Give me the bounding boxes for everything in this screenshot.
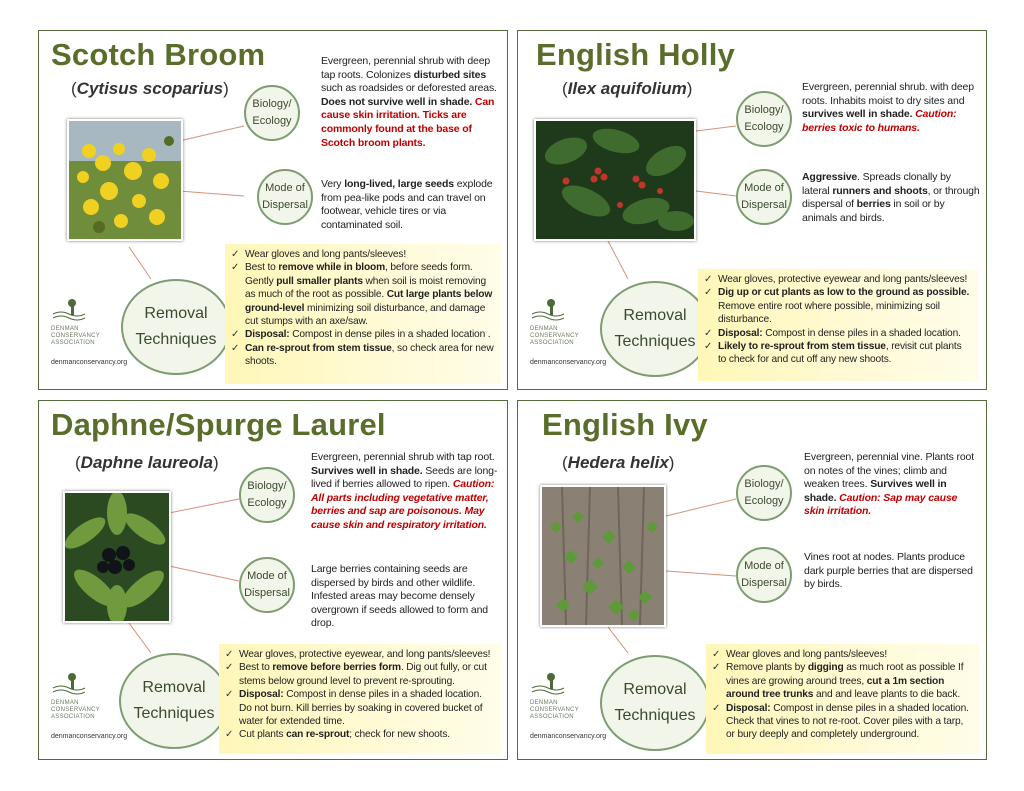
text-run: runners and shoots bbox=[832, 184, 928, 197]
removal-list bbox=[219, 644, 501, 754]
text-run: Can re-sprout from stem tissue bbox=[245, 342, 392, 354]
card-english-ivy bbox=[517, 400, 987, 760]
text-run: Best to bbox=[245, 262, 279, 274]
text-run: Caution: Sap may cause skin irritation. bbox=[804, 491, 958, 518]
text-run: Aggressive bbox=[802, 171, 858, 183]
tree-logo-icon bbox=[530, 299, 588, 321]
text-run: Disposal: bbox=[718, 327, 763, 339]
checkmark-icon: ✓ bbox=[712, 649, 721, 660]
removal-item bbox=[231, 342, 495, 369]
card-title: Daphne/Spurge Laurel bbox=[51, 407, 386, 442]
dispersal-text bbox=[804, 551, 980, 592]
text-run: Compost in dense piles in a shaded location. Check that vines to not re-root. Cover piles with a tarp, or bury deeply and completely underground. bbox=[726, 702, 969, 741]
biology-ecology-badge: Biology/ Ecology bbox=[736, 91, 792, 147]
text-run: Compost in dense piles in a shaded location. Do not burn. Kill berries by soaking in covered bucket of water for extended time. bbox=[239, 689, 483, 728]
text-run: Large berries containing seeds are dispersed by birds and other wildlife. Infested areas may become densely overgrown if seeds allowed to form and drop. bbox=[311, 563, 488, 630]
scientific-name: (Hedera helix) bbox=[562, 453, 675, 472]
text-run: Survives well in shade. bbox=[804, 478, 947, 504]
text-run: Wear gloves and long pants/sleeves! bbox=[245, 249, 407, 260]
text-run: Compost in dense piles in a shaded location. bbox=[762, 327, 961, 339]
removal-item bbox=[704, 286, 972, 326]
checkmark-icon: ✓ bbox=[231, 342, 240, 354]
text-run: ; check for new shoots. bbox=[349, 729, 450, 741]
biology-ecology-badge: Biology/ Ecology bbox=[736, 465, 792, 521]
text-run: berries bbox=[856, 198, 891, 211]
text-run: disturbed sites bbox=[413, 68, 487, 81]
checkmark-icon: ✓ bbox=[712, 702, 721, 714]
denman-logo: DENMAN CONSERVANCY ASSOCIATION bbox=[51, 299, 111, 347]
text-run: digging bbox=[807, 662, 844, 674]
checkmark-icon: ✓ bbox=[231, 329, 240, 341]
removal-item bbox=[704, 340, 972, 367]
biology-text bbox=[802, 81, 982, 135]
card-english-holly bbox=[517, 30, 987, 390]
text-run: Best to bbox=[239, 662, 273, 674]
text-run: can re-sprout bbox=[286, 729, 350, 741]
text-run: . Dig out fully, or cut stems below ground level to prevent re-sprouting. bbox=[239, 662, 487, 687]
text-run: Dig up or cut plants as low to the ground as possible. bbox=[718, 287, 970, 299]
removal-item bbox=[231, 248, 495, 261]
plant-photo-english-ivy bbox=[540, 485, 666, 627]
removal-item bbox=[225, 728, 495, 741]
text-run: Remove entire root where possible, minimizing soil disturbance. bbox=[718, 300, 940, 326]
removal-item bbox=[231, 261, 495, 328]
text-run: Very bbox=[321, 178, 345, 190]
dispersal-text bbox=[311, 563, 501, 631]
plant-photo-scotch-broom bbox=[67, 119, 183, 241]
text-run: Disposal: bbox=[239, 689, 284, 701]
removal-techniques-badge: Removal Techniques bbox=[121, 279, 231, 375]
text-run: Does not survive well in shade. bbox=[321, 95, 473, 108]
text-run: Wear gloves and long pants/sleeves! bbox=[726, 649, 888, 660]
dispersal-text bbox=[321, 178, 499, 232]
website-text: denmanconservancy.org bbox=[530, 359, 607, 366]
plant-photo-daphne bbox=[63, 491, 171, 623]
website-text: denmanconservancy.org bbox=[530, 733, 607, 740]
text-run: and and leave plants to die back. bbox=[813, 689, 961, 701]
removal-item bbox=[225, 661, 495, 688]
removal-list bbox=[225, 244, 501, 384]
text-run: remove before berries form bbox=[272, 662, 401, 674]
dispersal-text bbox=[802, 171, 980, 225]
text-run: . Spreads clonally by lateral bbox=[802, 171, 951, 197]
mode-of-dispersal-badge: Mode of Dispersal bbox=[239, 557, 295, 613]
text-run: , before seeds form. Gently bbox=[245, 262, 473, 287]
text-run: Compost in dense piles in a shaded location . bbox=[289, 329, 491, 341]
removal-item bbox=[231, 328, 495, 341]
card-daphne-spurge-laurel bbox=[38, 400, 508, 760]
text-run: Wear gloves, protective eyewear, and long pants/sleeves! bbox=[239, 649, 491, 660]
checkmark-icon: ✓ bbox=[225, 649, 234, 660]
checkmark-icon: ✓ bbox=[704, 287, 713, 299]
text-run: Likely to re-sprout from stem tissue bbox=[718, 341, 886, 353]
text-run: Evergreen, perennial shrub. with deep roots. Inhabits moist to dry sites and bbox=[802, 81, 974, 107]
text-run: Evergreen, perennial shrub with tap root. bbox=[311, 451, 495, 463]
scientific-name: (Ilex aquifolium) bbox=[562, 79, 693, 98]
mode-of-dispersal-badge: Mode of Dispersal bbox=[257, 169, 313, 225]
checkmark-icon: ✓ bbox=[704, 341, 713, 353]
biology-ecology-badge: Biology/ Ecology bbox=[244, 85, 300, 141]
tree-logo-icon bbox=[51, 673, 109, 695]
removal-item bbox=[712, 661, 974, 701]
website-text: denmanconservancy.org bbox=[51, 359, 128, 366]
removal-techniques-badge: Removal Techniques bbox=[600, 655, 710, 751]
text-run: , revisit cut plants to check for and cut off any new shoots. bbox=[718, 341, 962, 366]
text-run: survives well in shade. bbox=[802, 108, 913, 121]
text-run: Disposal: bbox=[726, 702, 771, 714]
text-run: Evergreen, perennial shrub with deep tap roots. Colonizes bbox=[321, 55, 491, 81]
text-run: pull smaller plants bbox=[276, 275, 363, 287]
removal-techniques-badge: Removal Techniques bbox=[600, 281, 710, 377]
scientific-name: (Cytisus scoparius) bbox=[71, 79, 229, 98]
text-run: Cut large plants below ground-level bbox=[245, 289, 493, 314]
text-run: Remove plants by bbox=[726, 662, 808, 674]
checkmark-icon: ✓ bbox=[225, 689, 234, 701]
card-title: English Holly bbox=[536, 37, 735, 72]
biology-text bbox=[321, 55, 501, 150]
checkmark-icon: ✓ bbox=[704, 274, 713, 285]
text-run: long-lived, large seeds bbox=[344, 178, 454, 190]
removal-list bbox=[706, 644, 980, 754]
checkmark-icon: ✓ bbox=[231, 249, 240, 260]
website-text: denmanconservancy.org bbox=[51, 733, 128, 740]
checkmark-icon: ✓ bbox=[225, 662, 234, 674]
checkmark-icon: ✓ bbox=[704, 327, 713, 339]
checkmark-icon: ✓ bbox=[225, 729, 234, 741]
card-scotch-broom bbox=[38, 30, 508, 390]
removal-item bbox=[704, 327, 972, 340]
removal-item bbox=[225, 688, 495, 728]
text-run: as much root as possible If vines are growing around trees, bbox=[726, 662, 964, 687]
biology-ecology-badge: Biology/ Ecology bbox=[239, 467, 295, 523]
text-run: Disposal: bbox=[245, 329, 290, 341]
card-title: Scotch Broom bbox=[51, 37, 266, 72]
removal-item bbox=[704, 273, 972, 286]
text-run: minimizing soil disturbance, and damage cut stumps with an axe/saw. bbox=[245, 302, 486, 328]
checkmark-icon: ✓ bbox=[712, 662, 721, 674]
text-run: explode from pea-like pods and can travel on footwear, vehicle tires or via contaminated soil. bbox=[321, 178, 493, 231]
text-run: Vines root at nodes. Plants produce dark purple berries that are dispersed by birds. bbox=[804, 551, 973, 591]
removal-item bbox=[712, 702, 974, 742]
card-title: English Ivy bbox=[542, 407, 708, 442]
text-run: Caution: All parts including vegetative matter, berries and sap are poisonous. May cause skin and respiratory irritation. bbox=[311, 478, 495, 531]
text-run: Cut plants bbox=[239, 729, 287, 741]
text-run: Seeds are long-lived if berries allowed to ripen. bbox=[311, 464, 498, 491]
denman-logo: DENMAN CONSERVANCY ASSOCIATION bbox=[51, 673, 111, 721]
text-run: remove while in bloom bbox=[278, 262, 386, 274]
tree-logo-icon bbox=[51, 299, 109, 321]
text-run: Survives well in shade. bbox=[311, 464, 423, 477]
text-run: Wear gloves, protective eyewear and long pants/sleeves! bbox=[718, 274, 968, 285]
mode-of-dispersal-badge: Mode of Dispersal bbox=[736, 169, 792, 225]
text-run: such as roadsides or deforested areas. bbox=[321, 82, 497, 95]
text-run: cut a 1m section around tree trunks bbox=[726, 675, 945, 701]
text-run: Evergreen, perennial vine. Plants root on notes of the vines; climb and weaken trees. bbox=[804, 451, 974, 491]
text-run: in soil or by animals and birds. bbox=[802, 198, 945, 224]
removal-list bbox=[698, 269, 978, 381]
text-run: Caution: berries toxic to humans. bbox=[802, 108, 957, 134]
biology-text bbox=[804, 451, 980, 519]
tree-logo-icon bbox=[530, 673, 588, 695]
removal-item bbox=[225, 648, 495, 661]
denman-logo: DENMAN CONSERVANCY ASSOCIATION bbox=[530, 299, 590, 347]
checkmark-icon: ✓ bbox=[231, 262, 240, 274]
text-run: Can cause skin irritation. Ticks are commonly found at the base of Scotch broom plants. bbox=[321, 95, 495, 149]
denman-logo: DENMAN CONSERVANCY ASSOCIATION bbox=[530, 673, 590, 721]
scientific-name: (Daphne laureola) bbox=[75, 453, 219, 472]
biology-text bbox=[311, 451, 501, 533]
removal-item bbox=[712, 648, 974, 661]
plant-photo-english-holly bbox=[534, 119, 696, 241]
text-run: , or through dispersal of bbox=[802, 184, 980, 211]
text-run: when soil is moist removing as much of the root as possible. bbox=[245, 275, 487, 301]
removal-techniques-badge: Removal Techniques bbox=[119, 653, 229, 749]
mode-of-dispersal-badge: Mode of Dispersal bbox=[736, 547, 792, 603]
text-run: , so check area for new shoots. bbox=[245, 342, 494, 368]
